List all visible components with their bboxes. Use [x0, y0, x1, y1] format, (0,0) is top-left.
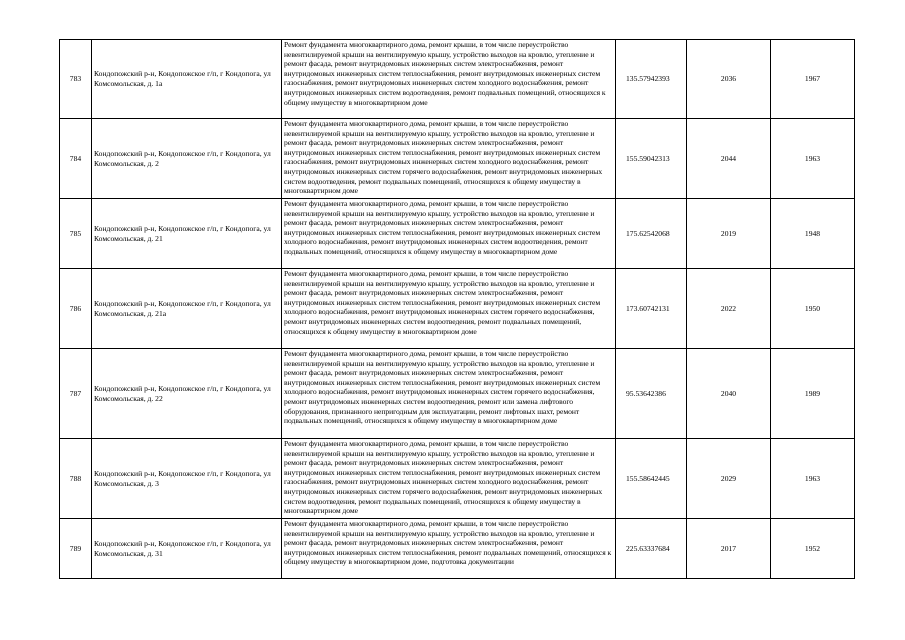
planned-year-cell: 2044: [687, 119, 771, 199]
row-number: 786: [60, 269, 92, 349]
value-cell: 173.60742131: [616, 269, 687, 349]
planned-year-cell: 2040: [687, 349, 771, 439]
planned-year-cell: 2029: [687, 439, 771, 519]
table-row: [60, 119, 855, 199]
row-number: 789: [60, 519, 92, 579]
value-cell: 95.53642386: [616, 349, 687, 439]
value-cell: 175.62542068: [616, 199, 687, 269]
value-cell: 155.59042313: [616, 119, 687, 199]
works-cell: Ремонт фундамента многоквартирного дома, ремонт крыши, в том числе переустройство невентилируемой крыши на вентилируемую крышу, устройство выходов на кровлю, утепление и ремонт фасада, ремонт внутридомовых инженерных систем электроснабжения, ремонт внутридомовых инженерных систем теплоснабжения, ремонт внутридомовых инженерных систем газоснабжения, ремонт внутридомовых инженерных систем холодного водоснабжения, ремонт внутридомовых инженерных систем горячего водоснабжения, ремонт внутридомовых инженерных систем водоотведения, ремонт подвальных помещений, относящихся к общему имуществу в многоквартирном доме: [282, 439, 616, 519]
address-cell: Кондопожский р-н, Кондопожское г/п, г Кондопога, ул Комсомольская, д. 2: [92, 119, 282, 199]
works-cell: Ремонт фундамента многоквартирного дома, ремонт крыши, в том числе переустройство невентилируемой крыши на вентилируемую крышу, устройство выходов на кровлю, утепление и ремонт фасада, ремонт внутридомовых инженерных систем электроснабжения, ремонт внутридомовых инженерных систем теплоснабжения, ремонт подвальных помещений, относящихся к общему имуществу в многоквартирном доме, подготовка документации: [282, 519, 616, 579]
row-number: 784: [60, 119, 92, 199]
planned-year-cell: 2017: [687, 519, 771, 579]
row-number: 785: [60, 199, 92, 269]
address-cell: Кондопожский р-н, Кондопожское г/п, г Кондопога, ул Комсомольская, д. 22: [92, 349, 282, 439]
works-cell: Ремонт фундамента многоквартирного дома, ремонт крыши, в том числе переустройство невентилируемой крыши на вентилируемую крышу, устройство выходов на кровлю, утепление и ремонт фасада, ремонт внутридомовых инженерных систем электроснабжения, ремонт внутридомовых инженерных систем теплоснабжения, ремонт внутридомовых инженерных систем газоснабжения, ремонт внутридомовых инженерных систем холодного водоснабжения, ремонт внутридомовых инженерных систем водоотведения, ремонт подвальных помещений, относящихся к общему имуществу в многоквартирном доме: [282, 40, 616, 119]
capital-repair-table: [59, 39, 855, 579]
table-row: [60, 199, 855, 269]
works-cell: Ремонт фундамента многоквартирного дома, ремонт крыши, в том числе переустройство невентилируемой крыши на вентилируемую крышу, устройство выходов на кровлю, утепление и ремонт фасада, ремонт внутридомовых инженерных систем электроснабжения, ремонт внутридомовых инженерных систем теплоснабжения, ремонт внутридомовых инженерных систем холодного водоснабжения, ремонт внутридомовых инженерных систем водоотведения, ремонт подвальных помещений, относящихся к общему имуществу в многоквартирном доме: [282, 199, 616, 269]
table-row: [60, 349, 855, 439]
row-number: 787: [60, 349, 92, 439]
table-row: [60, 269, 855, 349]
table-row: [60, 519, 855, 579]
value-cell: 135.57942393: [616, 40, 687, 119]
address-cell: Кондопожский р-н, Кондопожское г/п, г Кондопога, ул Комсомольская, д. 3: [92, 439, 282, 519]
build-year-cell: 1950: [771, 269, 855, 349]
build-year-cell: 1963: [771, 119, 855, 199]
table-row: [60, 40, 855, 119]
table-row: [60, 439, 855, 519]
address-cell: Кондопожский р-н, Кондопожское г/п, г Кондопога, ул Комсомольская, д. 21а: [92, 269, 282, 349]
address-cell: Кондопожский р-н, Кондопожское г/п, г Кондопога, ул Комсомольская, д. 1а: [92, 40, 282, 119]
build-year-cell: 1963: [771, 439, 855, 519]
works-cell: Ремонт фундамента многоквартирного дома, ремонт крыши, в том числе переустройство невентилируемой крыши на вентилируемую крышу, устройство выходов на кровлю, утепление и ремонт фасада, ремонт внутридомовых инженерных систем электроснабжения, ремонт внутридомовых инженерных систем теплоснабжения, ремонт внутридомовых инженерных систем холодного водоснабжения, ремонт внутридомовых инженерных систем горячего водоснабжения, ремонт внутридомовых инженерных систем водоотведения, ремонт или замена лифтового оборудования, признанного непригодным для эксплуатации, ремонт лифтовых шахт, ремонт подвальных помещений, относящихся к общему имуществу в многоквартирном доме: [282, 349, 616, 439]
build-year-cell: 1952: [771, 519, 855, 579]
build-year-cell: 1967: [771, 40, 855, 119]
address-cell: Кондопожский р-н, Кондопожское г/п, г Кондопога, ул Комсомольская, д. 31: [92, 519, 282, 579]
build-year-cell: 1948: [771, 199, 855, 269]
works-cell: Ремонт фундамента многоквартирного дома, ремонт крыши, в том числе переустройство невентилируемой крыши на вентилируемую крышу, устройство выходов на кровлю, утепление и ремонт фасада, ремонт внутридомовых инженерных систем электроснабжения, ремонт внутридомовых инженерных систем теплоснабжения, ремонт внутридомовых инженерных систем холодного водоснабжения, ремонт внутридомовых инженерных систем горячего водоснабжения, ремонт внутридомовых инженерных систем водоотведения, ремонт подвальных помещений, относящихся к общему имуществу в многоквартирном доме: [282, 269, 616, 349]
address-cell: Кондопожский р-н, Кондопожское г/п, г Кондопога, ул Комсомольская, д. 21: [92, 199, 282, 269]
planned-year-cell: 2022: [687, 269, 771, 349]
row-number: 783: [60, 40, 92, 119]
value-cell: 225.63337684: [616, 519, 687, 579]
row-number: 788: [60, 439, 92, 519]
planned-year-cell: 2019: [687, 199, 771, 269]
works-cell: Ремонт фундамента многоквартирного дома, ремонт крыши, в том числе переустройство невентилируемой крыши на вентилируемую крышу, устройство выходов на кровлю, утепление и ремонт фасада, ремонт внутридомовых инженерных систем электроснабжения, ремонт внутридомовых инженерных систем теплоснабжения, ремонт внутридомовых инженерных систем газоснабжения, ремонт внутридомовых инженерных систем холодного водоснабжения, ремонт внутридомовых инженерных систем горячего водоснабжения, ремонт внутридомовых инженерных систем водоотведения, ремонт подвальных помещений, относящихся к общему имуществу в многоквартирном доме: [282, 119, 616, 199]
value-cell: 155.58642445: [616, 439, 687, 519]
planned-year-cell: 2036: [687, 40, 771, 119]
build-year-cell: 1989: [771, 349, 855, 439]
